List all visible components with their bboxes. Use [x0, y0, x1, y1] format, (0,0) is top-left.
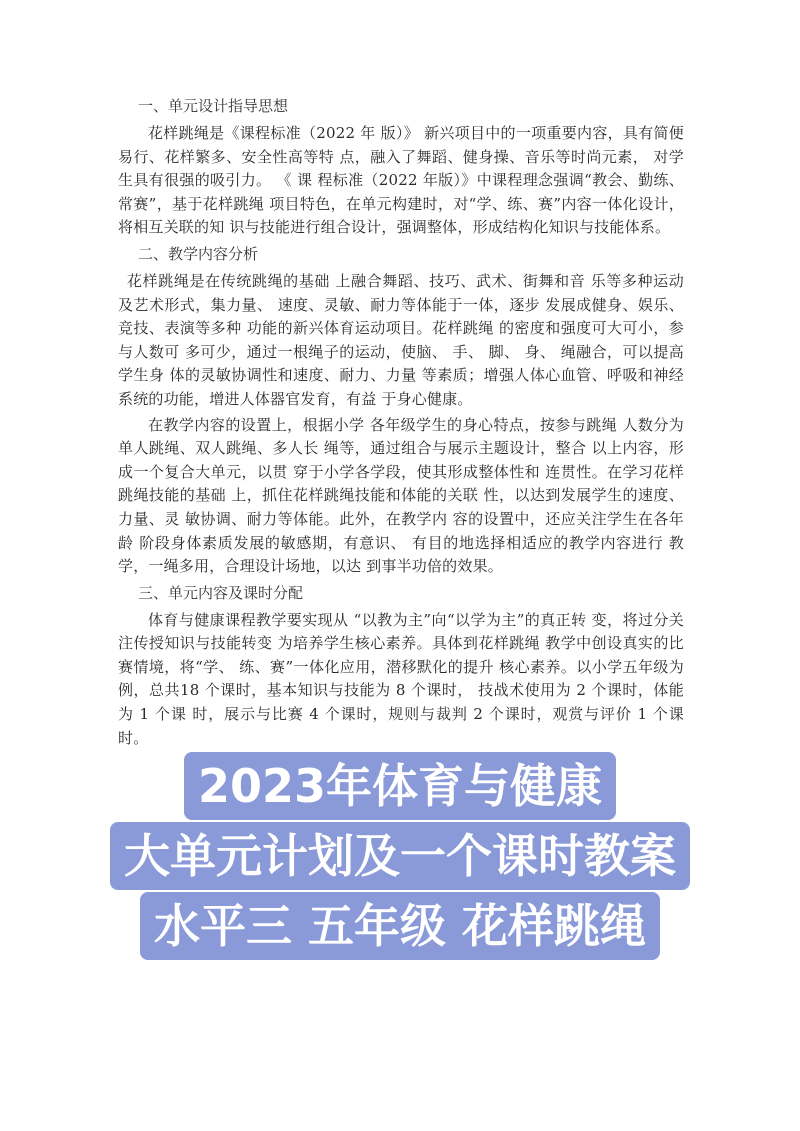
title-banner-line-2 [0, 822, 800, 890]
section-1-paragraph-1: 花样跳绳是《课程标准（2022 年 版）》 新兴项目中的一项重要内容，具有简便易行、花样繁多、安全性高等特 点，融入了舞蹈、健身操、音乐等时尚元素， 对学生具有很强的吸引力。 《 课 程标准（2022 年版）》中课程理念强调“教会、勤练、常赛”，基于花样跳绳 项目特色，在单元构建时，对“学、练、赛”内容一体化设计，将相互关联的知 识与技能进行组合设计，强调整体，形成结构化知识与技能体系。 [118, 124, 684, 237]
section-3-paragraph-1: 体育与健康课程教学要实现从 “以教为主”向“以学为主”的真正转 变，将过分关注传授知识与技能转变 为培养学生核心素养。具体到花样跳绳 教学中创设真实的比赛情境，将“学、 练、赛”一体化应用，潜移默化的提升 核心素养。以小学五年级为例，总共18 个课时，基本知识与技能为 8 个课时， 技战术使用为 2 个课时，体能为 1 个课 时，展示与比赛 4 个课时，规则与裁判 2 个课时，观赏与评价 1 个课时。 [118, 610, 684, 747]
banner-title-grade: 水平三 五年级 花样跳绳 [140, 892, 660, 960]
title-banner-line-3 [0, 892, 800, 960]
document-body [118, 92, 684, 752]
section-3-heading: 三、单元内容及课时分配 [138, 583, 304, 602]
banner-title-year: 2023年体育与健康 [184, 752, 616, 820]
section-2-heading: 二、教学内容分析 [138, 244, 259, 263]
banner-title-plan: 大单元计划及一个课时教案 [110, 822, 690, 890]
title-banner-line-1 [0, 752, 800, 820]
section-2-paragraph-1: 花样跳绳是在传统跳绳的基础 上融合舞蹈、技巧、武术、街舞和音 乐等多种运动及艺术形式，集力量、 速度、灵敏、耐力等体能于一体，逐步 发展成健身、娱乐、竞技、表演等多种 功能的新兴体育运动项目。花样跳绳 的密度和强度可大可小，参与人数可 多可少，通过一根绳子的运动，使脑、 手、 脚、 身、 绳融合，可以提高学生身 体的灵敏协调性和速度、耐力、力量 等素质；增强人体心血管、呼吸和神经 系统的功能，增进人体器官发育，有益 于身心健康。 [118, 271, 684, 408]
section-1-heading: 一、单元设计指导思想 [138, 97, 289, 115]
section-2-paragraph-2: 在教学内容的设置上，根据小学 各年级学生的身心特点，按参与跳绳 人数分为单人跳绳、双人跳绳、多人长 绳等，通过组合与展示主题设计，整合 以上内容，形成一个复合大单元，以贯 穿于小学各学段，使其形成整体性和 连贯性。在学习花样跳绳技能的基础 上，抓住花样跳绳技能和体能的关联 性，以达到发展学生的速度、力量、灵 敏协调、耐力等体能。此外，在教学内 容的设置中，还应关注学生在各年龄 阶段身体素质发展的敏感期，有意识、 有目的地选择相适应的教学内容进行 教学，一绳多用，合理设计场地，以达 到事半功倍的效果。 [118, 415, 684, 576]
